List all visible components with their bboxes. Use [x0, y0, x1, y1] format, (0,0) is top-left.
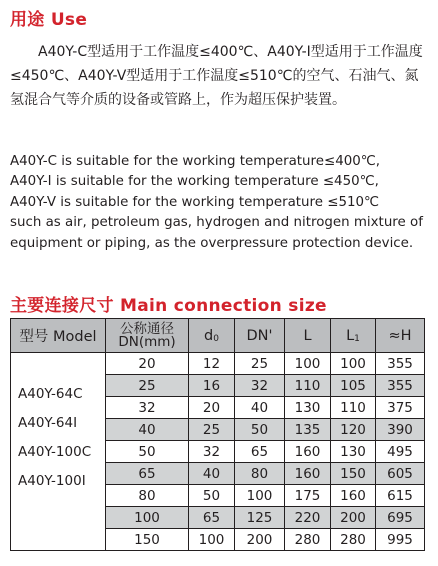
- usage-description-chinese: A40Y-C型适用于工作温度≤400℃、A40Y-I型适用于工作温度≤450℃、A40Y-V型适用于工作温度≤510℃的空气、石油气、氮氢混合气等介质的设备或管路上，作为超压保护装置。: [10, 44, 423, 108]
- header-h: ≈H: [376, 319, 425, 353]
- cell-l: 135: [285, 419, 331, 441]
- cell-l1: 120: [331, 419, 376, 441]
- table-row: [11, 353, 425, 375]
- cell-dn: 50: [106, 441, 189, 463]
- cell-h: 355: [376, 375, 425, 397]
- cell-l: 110: [285, 375, 331, 397]
- cell-dn-prime: 65: [235, 441, 285, 463]
- header-l1-subscript: 1: [354, 333, 360, 344]
- cell-l1: 110: [331, 397, 376, 419]
- cell-dn-prime: 32: [235, 375, 285, 397]
- cell-l: 280: [285, 529, 331, 551]
- cell-dn: 80: [106, 485, 189, 507]
- table-header-row: [11, 319, 425, 353]
- cell-l1: 280: [331, 529, 376, 551]
- header-nominal-diameter-en: DN(mm): [118, 333, 176, 350]
- usage-english-line-1: A40Y-C is suitable for the working temperature≤400℃,: [10, 154, 381, 169]
- cell-d0: 12: [189, 353, 235, 375]
- cell-h: 995: [376, 529, 425, 551]
- cell-l: 160: [285, 463, 331, 485]
- cell-d0: 100: [189, 529, 235, 551]
- cell-d0: 25: [189, 419, 235, 441]
- cell-dn: 100: [106, 507, 189, 529]
- cell-h: 695: [376, 507, 425, 529]
- cell-l1: 200: [331, 507, 376, 529]
- cell-dn: 25: [106, 375, 189, 397]
- cell-d0: 32: [189, 441, 235, 463]
- cell-d0: 40: [189, 463, 235, 485]
- header-nominal-diameter-cn: 公称通径: [120, 320, 174, 337]
- cell-l1: 130: [331, 441, 376, 463]
- cell-l1: 160: [331, 485, 376, 507]
- header-dn-prime: DN': [235, 319, 285, 353]
- header-d0: [189, 319, 235, 353]
- cell-dn-prime: 80: [235, 463, 285, 485]
- cell-h: 355: [376, 353, 425, 375]
- cell-l: 175: [285, 485, 331, 507]
- header-l1-label: L: [346, 327, 355, 344]
- connection-size-table: [10, 318, 425, 551]
- cell-dn: 32: [106, 397, 189, 419]
- cell-h: 495: [376, 441, 425, 463]
- cell-l: 100: [285, 353, 331, 375]
- usage-description-english: [10, 152, 428, 254]
- cell-dn-prime: 100: [235, 485, 285, 507]
- model-name: A40Y-64C: [18, 386, 83, 402]
- model-name: A40Y-100C: [18, 444, 92, 460]
- cell-l: 130: [285, 397, 331, 419]
- cell-l1: 100: [331, 353, 376, 375]
- cell-d0: 20: [189, 397, 235, 419]
- header-l1: [331, 319, 376, 353]
- cell-h: 390: [376, 419, 425, 441]
- cell-dn-prime: 50: [235, 419, 285, 441]
- usage-english-rest: such as air, petroleum gas, hydrogen and nitrogen mixture of equipment or piping, as the overpressure protection device.: [10, 215, 423, 251]
- cell-dn-prime: 125: [235, 507, 285, 529]
- cell-d0: 16: [189, 375, 235, 397]
- model-name: A40Y-64I: [18, 415, 78, 431]
- model-list-cell: [11, 353, 106, 551]
- cell-dn-prime: 40: [235, 397, 285, 419]
- header-nominal-diameter: [106, 319, 189, 353]
- cell-dn: 40: [106, 419, 189, 441]
- cell-dn: 150: [106, 529, 189, 551]
- cell-h: 375: [376, 397, 425, 419]
- model-name: A40Y-100I: [18, 473, 86, 489]
- cell-d0: 65: [189, 507, 235, 529]
- connection-size-heading: 主要连接尺寸 Main connection size: [10, 296, 327, 316]
- cell-h: 615: [376, 485, 425, 507]
- cell-l: 220: [285, 507, 331, 529]
- cell-d0: 50: [189, 485, 235, 507]
- usage-heading: 用途 Use: [10, 10, 88, 30]
- cell-l1: 150: [331, 463, 376, 485]
- header-d0-subscript: 0: [213, 333, 219, 344]
- header-l: L: [285, 319, 331, 353]
- cell-dn-prime: 200: [235, 529, 285, 551]
- cell-l: 160: [285, 441, 331, 463]
- cell-l1: 105: [331, 375, 376, 397]
- usage-english-line-2: A40Y-I is suitable for the working temperature ≤450℃,: [10, 174, 379, 190]
- cell-h: 605: [376, 463, 425, 485]
- table-body: [11, 353, 425, 551]
- cell-dn-prime: 25: [235, 353, 285, 375]
- usage-english-line-3: A40Y-V is suitable for the working temperature ≤510℃: [10, 194, 380, 210]
- header-model: 型号 Model: [11, 319, 106, 353]
- cell-dn: 65: [106, 463, 189, 485]
- header-d0-label: d: [204, 327, 214, 344]
- cell-dn: 20: [106, 353, 189, 375]
